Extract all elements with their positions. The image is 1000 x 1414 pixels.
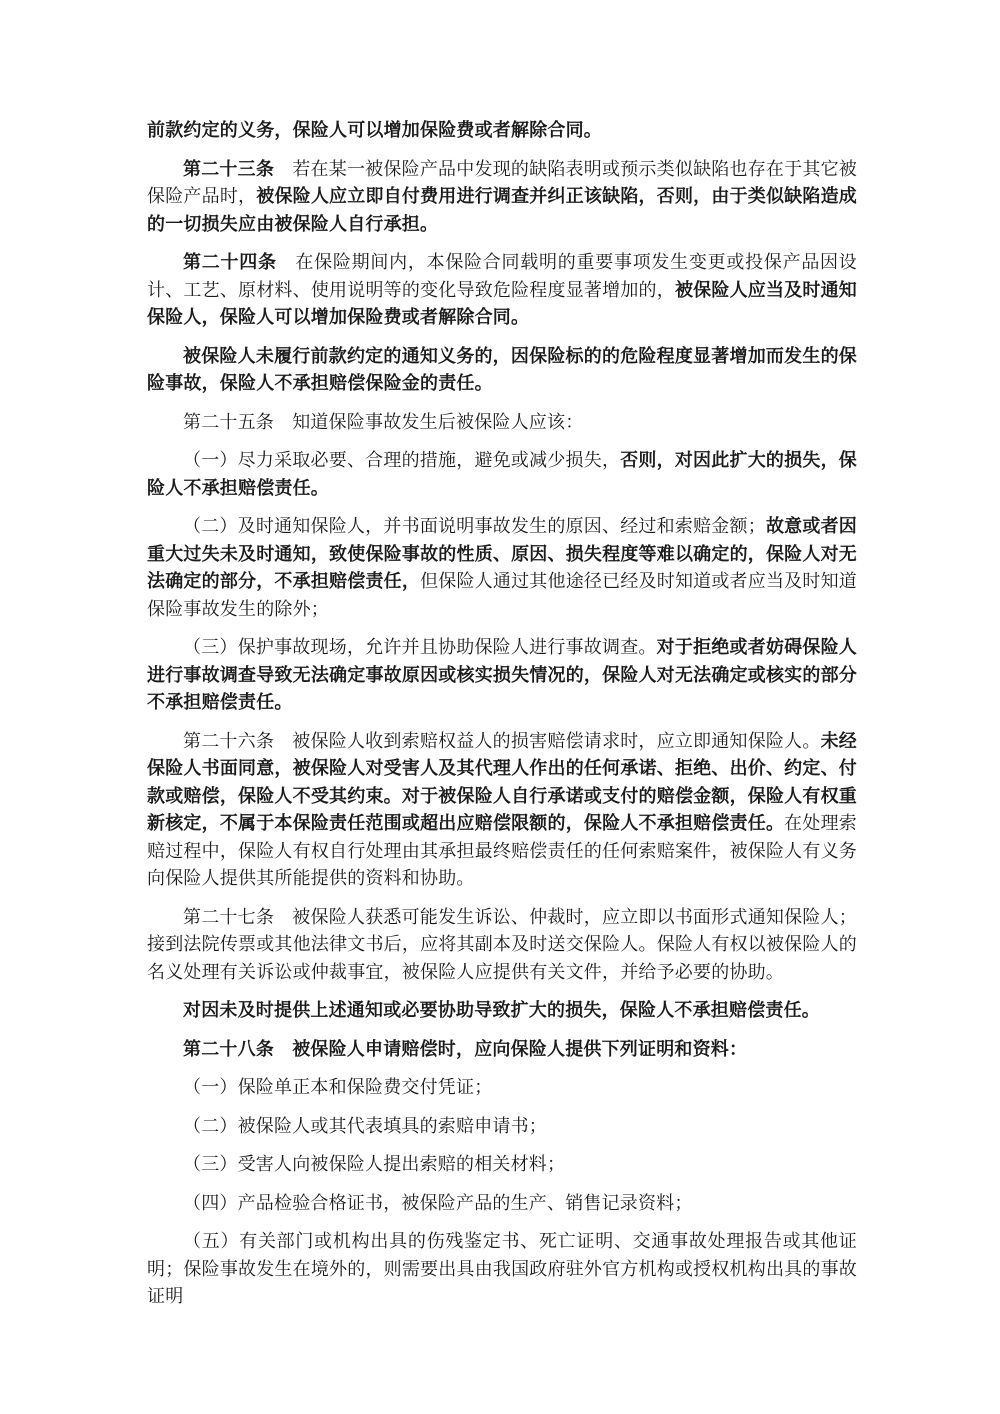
text-segment: （四）产品检验合格证书，被保险产品的生产、销售记录资料； — [183, 1192, 693, 1213]
text-segment: 在处理索赔过程中，保险人有权自行处理由其承担最终赔偿责任的任何索赔案件，被保险人有义务向保险人提供其所能提供的资料和协助。 — [147, 813, 857, 888]
article-28-item-3 — [147, 1151, 857, 1179]
article-28-item-2 — [147, 1113, 857, 1141]
bold-text-segment: 第二十三条 — [183, 158, 275, 179]
bold-text-segment: 对因未及时提供上述通知或必要协助导致扩大的损失，保险人不承担赔偿责任。 — [183, 1000, 820, 1020]
article-25-item-2 — [147, 513, 857, 623]
bold-text-segment: 否则，对因此扩大的损失，保险人不承担赔偿责任。 — [147, 450, 857, 498]
text-segment: 第二十七条 被保险人获悉可能发生诉讼、仲裁时，应立即以书面形式通知保险人；接到法院传票或其他法律文书后，应将其副本及时送交保险人。保险人有权以被保险人的名义处理有关诉讼或仲裁事宜，被保险人应提供有关文件，并给予必要的协助。 — [147, 906, 857, 982]
text-segment: （三）保护事故现场，允许并且协助保险人进行事故调查。 — [183, 637, 657, 657]
text-segment: 但保险人通过其他途径已经及时知道或者应当及时知道保险事故发生的除外； — [147, 571, 857, 619]
article-27 — [147, 904, 857, 987]
article-25 — [147, 409, 857, 437]
article-24 — [147, 249, 857, 332]
bold-text-segment: 对于拒绝或者妨碍保险人进行事故调查导致无法确定事故原因或核实损失情况的，保险人对无法确定或核实的部分不承担赔偿责任。 — [147, 637, 858, 712]
bold-text-segment: 前款约定的义务，保险人可以增加保险费或者解除合同。 — [147, 120, 602, 140]
bold-text-segment: 被保险人应当及时通知保险人，保险人可以增加保险费或者解除合同。 — [147, 279, 858, 327]
text-segment: （一）保险单正本和保险费交付凭证； — [183, 1077, 493, 1097]
text-segment: 第二十六条 被保险人收到索赔权益人的损害赔偿请求时，应立即通知保险人。 — [183, 730, 821, 751]
bold-text-segment: 被保险人应立即自付费用进行调查并纠正该缺陷，否则，由于类似缺陷造成的一切损失应由被保险人自行承担。 — [147, 186, 857, 234]
bold-text-segment: 被保险人未履行前款约定的通知义务的，因保险标的的危险程度显著增加而发生的保险事故，保险人不承担赔偿保险金的责任。 — [147, 345, 857, 393]
clause-continuation — [147, 117, 857, 145]
article-28-item-1 — [147, 1074, 857, 1102]
article-28-item-4 — [147, 1190, 857, 1218]
text-segment: （二）被保险人或其代表填具的索赔申请书； — [183, 1115, 547, 1136]
text-segment: （五）有关部门或机构出具的伤残鉴定书、死亡证明、交通事故处理报告或其他证明；保险事故发生在境外的，则需要出具由我国政府驻外官方机构或授权机构出具的事故证明 — [147, 1231, 857, 1306]
bold-text-segment: 第二十四条 — [183, 252, 277, 272]
article-25-item-3 — [147, 634, 857, 717]
text-segment: （三）受害人向被保险人提出索赔的相关材料； — [183, 1154, 566, 1174]
article-28-item-5 — [147, 1228, 857, 1311]
bold-text-segment: 故意或者因重大过失未及时通知，致使保险事故的性质、原因、损失程度等难以确定的，保险人对无法确定的部分，不承担赔偿责任， — [147, 516, 858, 591]
article-28 — [147, 1036, 857, 1064]
text-segment: 在保险期间内，本保险合同载明的重要事项发生变更或投保产品因设计、工艺、原材料、使用说明等的变化导致危险程度显著增加的， — [147, 252, 857, 300]
article-25-item-1 — [147, 447, 857, 502]
article-24-notice — [147, 343, 857, 398]
article-27-notice — [147, 997, 857, 1025]
text-segment: （二）及时通知保险人，并书面说明事故发生的原因、经过和索赔金额； — [183, 516, 766, 536]
text-segment: （一）尽力采取必要、合理的措施，避免或减少损失， — [183, 450, 621, 470]
bold-text-segment: 第二十八条 被保险人申请赔偿时，应向保险人提供下列证明和资料： — [183, 1038, 748, 1059]
text-segment: 第二十五条 知道保险事故发生后被保险人应该： — [183, 411, 584, 432]
text-segment: 若在某一被保险产品中发现的缺陷表明或预示类似缺陷也存在于其它被保险产品时， — [147, 158, 858, 206]
article-26 — [147, 728, 857, 893]
document-content — [147, 117, 857, 1311]
bold-text-segment: 未经保险人书面同意，被保险人对受害人及其代理人作出的任何承诺、拒绝、出价、约定、付款或赔偿，保险人不受其约束。对于被保险人自行承诺或支付的赔偿金额，保险人有权重新核定，不属于本保险责任范围或超出应赔偿限额的，保险人不承担赔偿责任。 — [147, 730, 857, 833]
article-23 — [147, 156, 857, 239]
